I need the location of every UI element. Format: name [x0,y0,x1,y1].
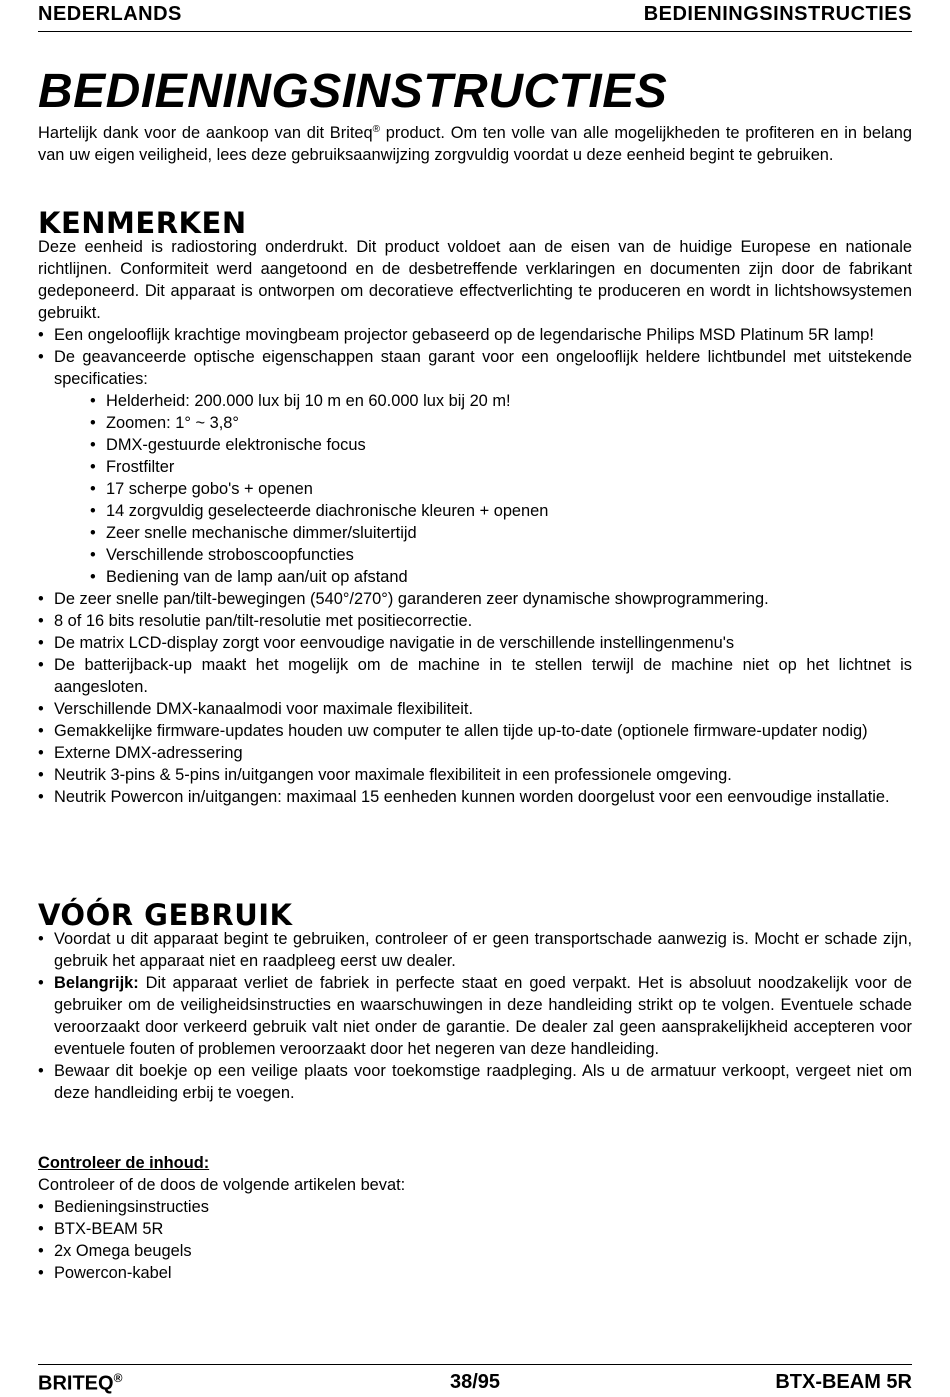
list-item: • Bewaar dit boekje op een veilige plaats voor toekomstige raadpleging. Als u de armatuur verkoopt, vergeet niet om deze handleiding erbij te voegen. [38,1060,912,1104]
kenmerken-section [38,206,912,808]
inhoud-section [38,1152,912,1284]
registered-mark: ® [372,124,380,135]
specifications-list [90,390,912,588]
list-item: • Zoomen: 1° ~ 3,8° [90,412,912,434]
intro-text-1: Hartelijk dank voor de aankoop van dit Briteq [38,124,373,142]
list-item: • Gemakkelijke firmware-updates houden uw computer te allen tijde up-to-date (optionele firmware-updater nodig) [38,720,912,742]
list-item: • De zeer snelle pan/tilt-bewegingen (540°/270°) garanderen zeer dynamische showprogrammering. [38,588,912,610]
list-item: • De batterijback-up maakt het mogelijk om de machine in te stellen terwijl de machine niet op het lichtnet is aangesloten. [38,654,912,698]
list-item: • Zeer snelle mechanische dimmer/sluitertijd [90,522,912,544]
list-item: • De matrix LCD-display zorgt voor eenvoudige navigatie in de verschillende instellingenmenu's [38,632,912,654]
list-item: • Bedieningsinstructies [38,1196,912,1218]
header-section: BEDIENINGSINSTRUCTIES [643,3,912,25]
list-item: • 17 scherpe gobo's + openen [90,478,912,500]
page-number: 38/95 [449,1371,501,1393]
list-item: • Neutrik Powercon in/uitgangen: maximaal 15 eenheden kunnen worden doorgelust voor een eenvoudige installatie. [38,786,912,808]
list-item: • Bediening van de lamp aan/uit op afstand [90,566,912,588]
inhoud-heading: Controleer de inhoud: [38,1154,210,1172]
list-item: • BTX-BEAM 5R [38,1218,912,1240]
inhoud-text: Controleer of de doos de volgende artikelen bevat: [38,1176,406,1194]
important-label: Belangrijk: [54,974,139,992]
kenmerken-list [38,324,912,808]
list-item: • 8 of 16 bits resolutie pan/tilt-resolutie met positiecorrectie. [38,610,912,632]
list-item [38,972,912,1060]
list-item: • Verschillende DMX-kanaalmodi voor maximale flexibiliteit. [38,698,912,720]
list-item: • Verschillende stroboscoopfuncties [90,544,912,566]
voor-gebruik-section [38,898,912,1104]
list-item: • Helderheid: 200.000 lux bij 10 m en 60.000 lux bij 20 m! [90,390,912,412]
footer-registered-mark: ® [113,1371,123,1385]
header-language: NEDERLANDS [38,3,182,25]
list-item: • Neutrik 3-pins & 5-pins in/uitgangen voor maximale flexibiliteit in een professionele omgeving. [38,764,912,786]
list-item: • DMX-gestuurde elektronische focus [90,434,912,456]
voor-gebruik-heading: VÓÓR GEBRUIK [38,898,293,932]
page-header [38,3,912,32]
list-item: • Powercon-kabel [38,1262,912,1284]
list-item: • 2x Omega beugels [38,1240,912,1262]
footer-brand-name: BRITEQ [38,1372,114,1395]
list-item: • Voordat u dit apparaat begint te gebruiken, controleer of er geen transportschade aanwezig is. Mocht er schade zijn, gebruik het apparaat niet en raadpleeg eerst uw dealer. [38,928,912,972]
list-item-text: De geavanceerde optische eigenschappen staan garant voor een ongelooflijk heldere lichtbundel met uitstekende specificaties: [54,348,912,388]
intro-paragraph [38,122,912,166]
list-item: • 14 zorgvuldig geselecteerde diachronische kleuren + openen [90,500,912,522]
voor-gebruik-list [38,928,912,1104]
list-item [38,346,912,588]
page-title: BEDIENINGSINSTRUCTIES [38,65,668,118]
footer-model: BTX-BEAM 5R [775,1371,912,1393]
intro-text-2: product. Om ten volle van alle mogelijkheden te profiteren en in belang van uw eigen veiligheid, lees deze gebruiksaanwijzing zorgvuldig voordat u deze eenheid begint te gebruiken. [38,124,912,164]
kenmerken-heading: KENMERKEN [38,206,247,240]
list-item: • Een ongelooflijk krachtige movingbeam projector gebaseerd op de legendarische Philips MSD Platinum 5R lamp! [38,324,912,346]
list-item-text: Dit apparaat verliet de fabriek in perfecte staat en goed verpakt. Het is absoluut noodzakelijk voor de gebruiker om de veiligheidsinstructies en waarschuwingen in deze handleiding strikt op te volgen. Eventuele schade veroorzaakt door verkeerd gebruik valt niet onder de garantie. De dealer zal geen aansprakelijkheid accepteren voor eventuele fouten of problemen veroorzaakt door het negeren van deze handleiding. [54,974,912,1058]
list-item: • Externe DMX-adressering [38,742,912,764]
inhoud-list [38,1196,912,1284]
kenmerken-text: Deze eenheid is radiostoring onderdrukt. Dit product voldoet aan de eisen van de huidige Europese en nationale richtlijnen. Conformiteit werd aangetoond en de desbetreffende verklaringen en documenten zijn door de fabrikant gedeponeerd. Dit apparaat is ontworpen om decoratieve effectverlichting te produceren en wordt in lichtshowsystemen gebruikt. [38,238,912,322]
list-item: • Frostfilter [90,456,912,478]
page-footer [38,1364,912,1395]
